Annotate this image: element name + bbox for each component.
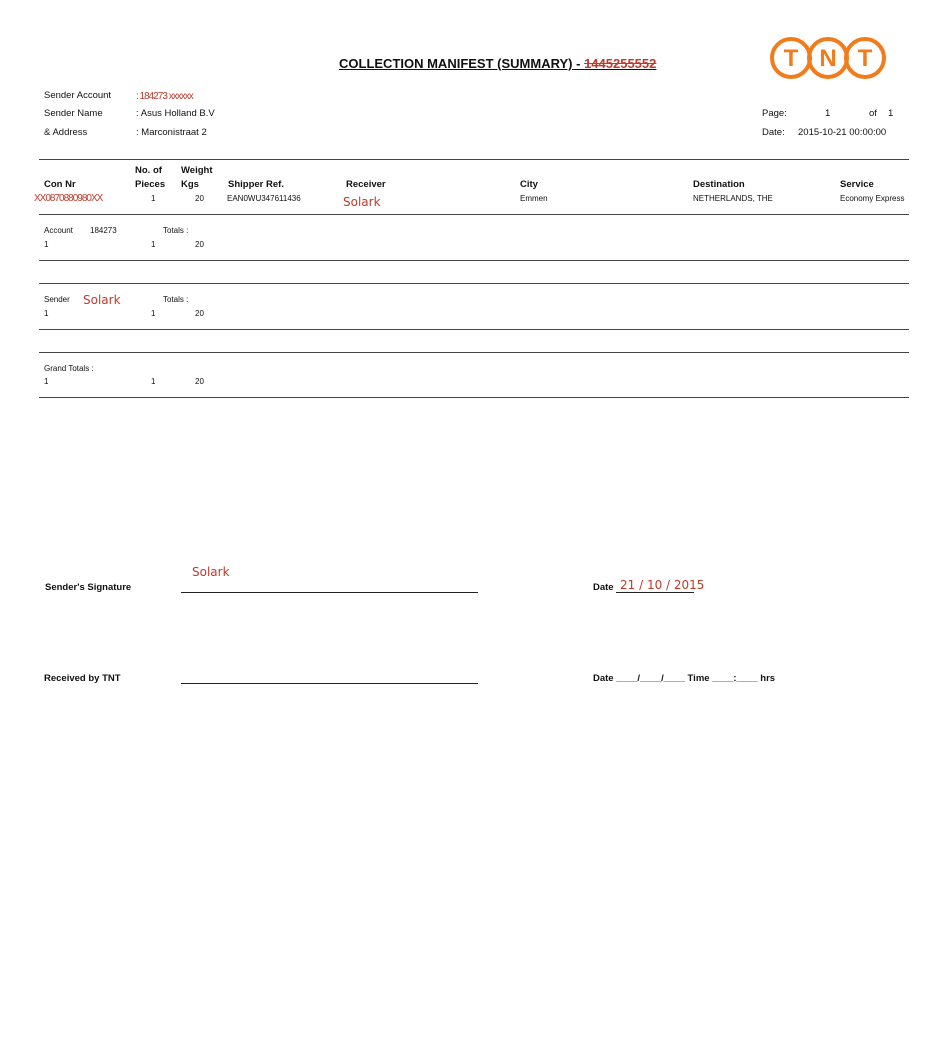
row-city: Emmen: [520, 194, 548, 203]
received-date-time: Date ____/____/____ Time ____:____ hrs: [593, 673, 776, 684]
grand-divider-bottom: [39, 397, 909, 398]
manifest-title: [339, 56, 656, 71]
row-weight: 20: [195, 194, 204, 203]
col-service: Service: [840, 179, 874, 190]
page-label: Page:: [762, 108, 787, 119]
con-nr-redacted: XX0870880980XX: [34, 193, 103, 204]
grand-divider-top: [39, 352, 909, 353]
col-weight-line2: Kgs: [181, 179, 199, 190]
sender-name-value: : Asus Holland B.V: [136, 108, 215, 119]
svg-text:T: T: [857, 45, 873, 72]
sender-signature-line: [181, 592, 478, 593]
sender-signature-label: Sender's Signature: [45, 582, 132, 593]
receiver-handwritten: Solark: [343, 195, 381, 209]
header-divider: [39, 159, 909, 160]
title-redacted-number: 1445255552: [584, 56, 657, 71]
col-pieces-line2: Pieces: [135, 179, 166, 190]
received-signature-line: [181, 683, 478, 684]
svg-text:T: T: [783, 45, 799, 72]
of-label: of: [869, 108, 877, 119]
col-pieces-line1: No. of: [135, 165, 162, 176]
account-weight: 20: [195, 240, 204, 249]
col-receiver: Receiver: [346, 179, 386, 190]
sender-block-label: Sender: [44, 295, 70, 304]
sender-date-handwritten: 21 / 10 / 2015: [620, 578, 705, 592]
col-con-nr: Con Nr: [44, 179, 76, 190]
account-label: Account: [44, 226, 73, 235]
sender-count: 1: [44, 309, 49, 318]
svg-text:N: N: [819, 45, 837, 72]
row-shipper-ref: EAN0WU347611436: [227, 194, 301, 203]
grand-pieces: 1: [151, 377, 156, 386]
date-label: Date:: [762, 127, 785, 138]
col-destination: Destination: [693, 179, 745, 190]
sender-name-label: Sender Name: [44, 108, 103, 119]
row-destination: NETHERLANDS, THE: [693, 194, 773, 203]
grand-weight: 20: [195, 377, 204, 386]
row-service: Economy Express: [840, 194, 905, 203]
sender-date-line: [616, 592, 694, 593]
sender-account-redacted: : 184273 xxxxxx: [136, 91, 193, 102]
sender-divider-bottom: [39, 329, 909, 330]
title-text: COLLECTION MANIFEST (SUMMARY) -: [339, 56, 585, 71]
sender-divider-top: [39, 283, 909, 284]
row-divider: [39, 214, 909, 215]
sender-weight: 20: [195, 309, 204, 318]
col-weight-line1: Weight: [181, 165, 213, 176]
sender-date-label: Date: [593, 582, 614, 593]
sender-account-label: Sender Account: [44, 90, 112, 101]
sender-signature-handwritten: Solark: [192, 565, 230, 579]
received-by-label: Received by TNT: [44, 673, 121, 684]
page-value: 1: [825, 108, 831, 119]
account-count: 1: [44, 240, 49, 249]
account-pieces: 1: [151, 240, 156, 249]
of-value: 1: [888, 108, 894, 119]
sender-handwritten: Solark: [83, 293, 121, 307]
account-number: 184273: [90, 226, 117, 235]
col-shipper-ref: Shipper Ref.: [228, 179, 284, 190]
sender-totals-label: Totals :: [163, 295, 189, 304]
date-value: 2015-10-21 00:00:00: [798, 127, 887, 138]
tnt-logo: [769, 36, 887, 80]
address-value: : Marconistraat 2: [136, 127, 207, 138]
col-city: City: [520, 179, 538, 190]
grand-totals-label: Grand Totals :: [44, 364, 94, 373]
address-label: & Address: [44, 127, 88, 138]
account-divider-bottom: [39, 260, 909, 261]
sender-pieces: 1: [151, 309, 156, 318]
row-pieces: 1: [151, 194, 156, 203]
account-totals-label: Totals :: [163, 226, 189, 235]
grand-count: 1: [44, 377, 49, 386]
